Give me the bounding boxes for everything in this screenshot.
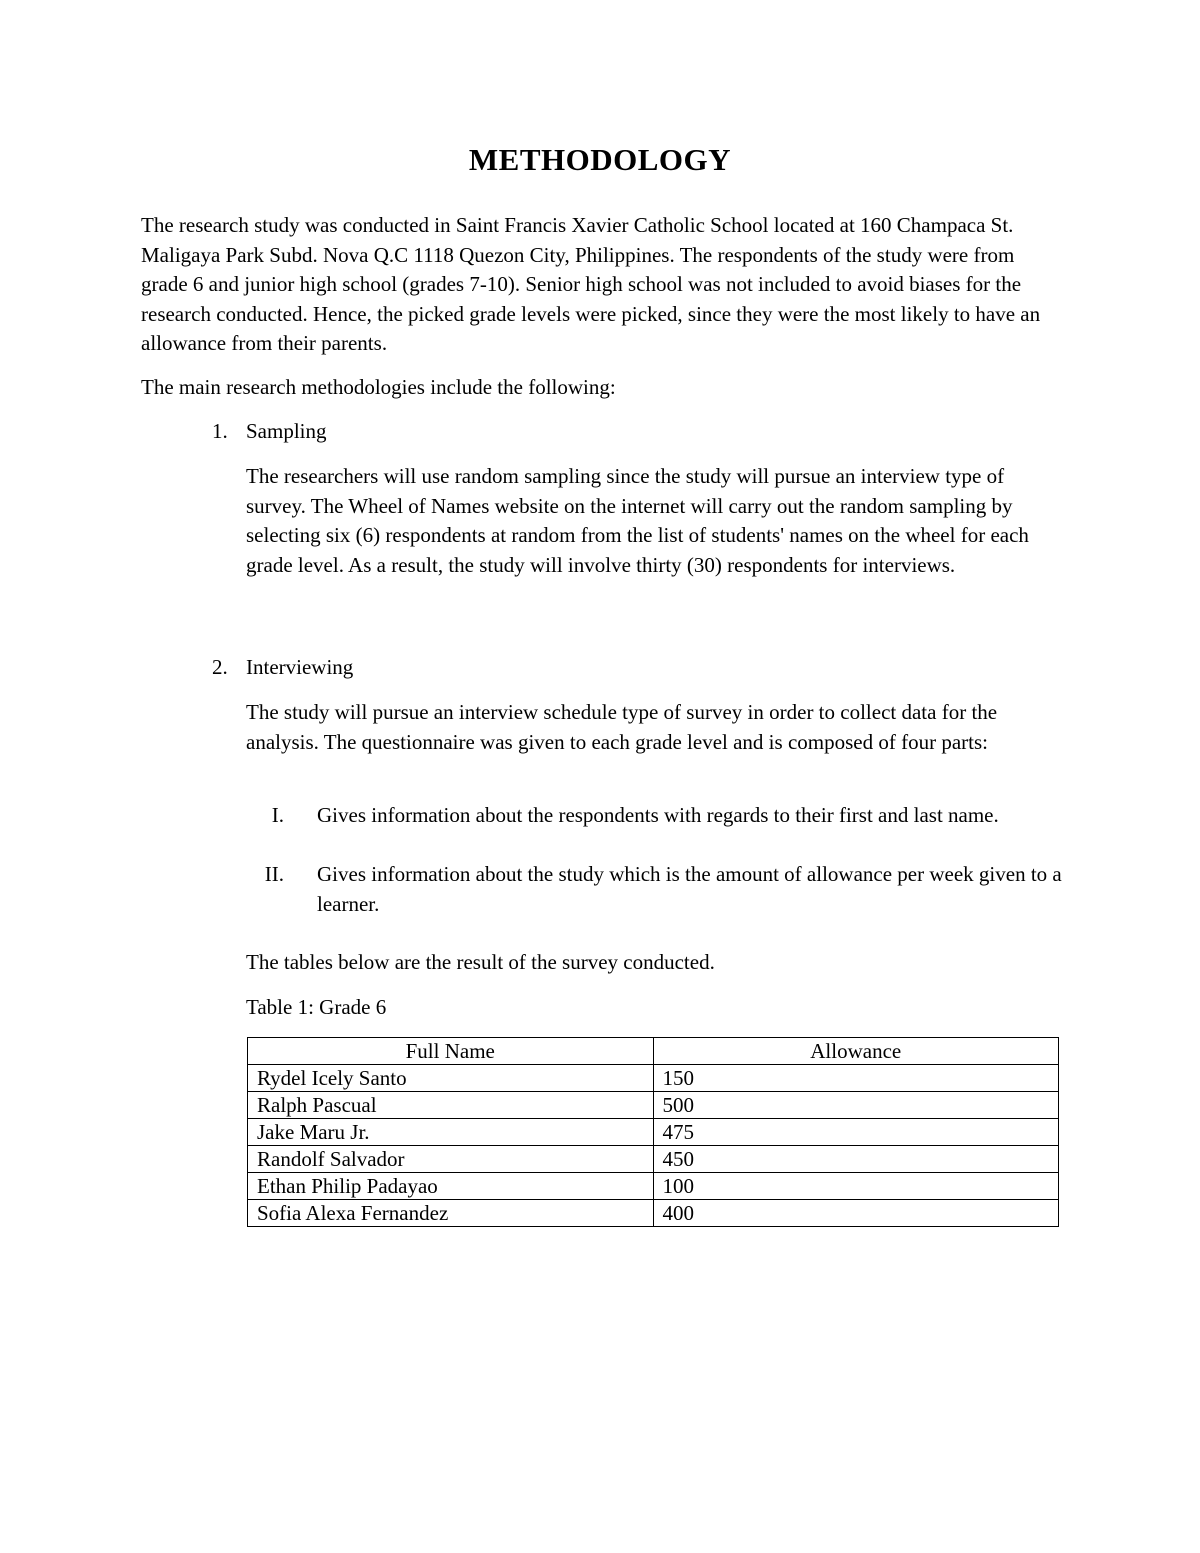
table-row	[248, 1200, 1059, 1227]
method-number: 1.	[212, 419, 228, 443]
table-row	[248, 1119, 1059, 1146]
column-header-full-name: Full Name	[248, 1038, 654, 1065]
cell-full-name: Rydel Icely Santo	[248, 1065, 654, 1092]
allowance-table	[247, 1037, 1059, 1227]
methods-lead: The main research methodologies include the following:	[141, 375, 616, 399]
intro-paragraph: The research study was conducted in Saint Francis Xavier Catholic School located at 160 Champaca St. Maligaya Park Subd. Nova Q.C 1118 Quezon City, Philippines. The respondents of the study were from grade 6 and junior high school (grades 7-10). Senior high school was not included to avoid biases for the research conducted. Hence, the picked grade levels were picked, since they were the most likely to have an allowance from their parents.	[141, 213, 1041, 355]
cell-full-name: Sofia Alexa Fernandez	[248, 1200, 654, 1227]
table-row	[248, 1146, 1059, 1173]
part-numeral: I.	[271, 803, 284, 827]
cell-allowance: 100	[653, 1173, 1059, 1200]
page-title: METHODOLOGY	[468, 142, 732, 177]
cell-allowance: 400	[653, 1200, 1059, 1227]
part-text: Gives information about the respondents with regards to their first and last name.	[317, 803, 999, 827]
table-header-row	[248, 1038, 1059, 1065]
part-numeral: II.	[264, 862, 284, 886]
method-number: 2.	[212, 655, 228, 679]
tables-intro: The tables below are the result of the survey conducted.	[246, 950, 715, 974]
cell-full-name: Jake Maru Jr.	[248, 1119, 654, 1146]
cell-full-name: Randolf Salvador	[248, 1146, 654, 1173]
part-text: Gives information about the study which is the amount of allowance per week given to a learner.	[317, 862, 1062, 916]
table-row	[248, 1065, 1059, 1092]
cell-allowance: 475	[653, 1119, 1059, 1146]
column-header-allowance: Allowance	[653, 1038, 1059, 1065]
cell-allowance: 150	[653, 1065, 1059, 1092]
method-heading-interviewing: Interviewing	[246, 655, 354, 679]
cell-allowance: 500	[653, 1092, 1059, 1119]
method-body-sampling: The researchers will use random sampling since the study will pursue an interview type of survey. The Wheel of Names website on the internet will carry out the random sampling by selecting six (6) respondents at random from the list of students' names on the wheel for each grade level. As a result, the study will involve thirty (30) respondents for interviews.	[246, 464, 1029, 577]
method-heading-sampling: Sampling	[246, 419, 327, 443]
table-row	[248, 1092, 1059, 1119]
table-caption: Table 1: Grade 6	[246, 995, 387, 1019]
table-row	[248, 1173, 1059, 1200]
method-body-interviewing: The study will pursue an interview schedule type of survey in order to collect data for the analysis. The questionnaire was given to each grade level and is composed of four parts:	[246, 700, 998, 754]
cell-full-name: Ethan Philip Padayao	[248, 1173, 654, 1200]
cell-allowance: 450	[653, 1146, 1059, 1173]
cell-full-name: Ralph Pascual	[248, 1092, 654, 1119]
